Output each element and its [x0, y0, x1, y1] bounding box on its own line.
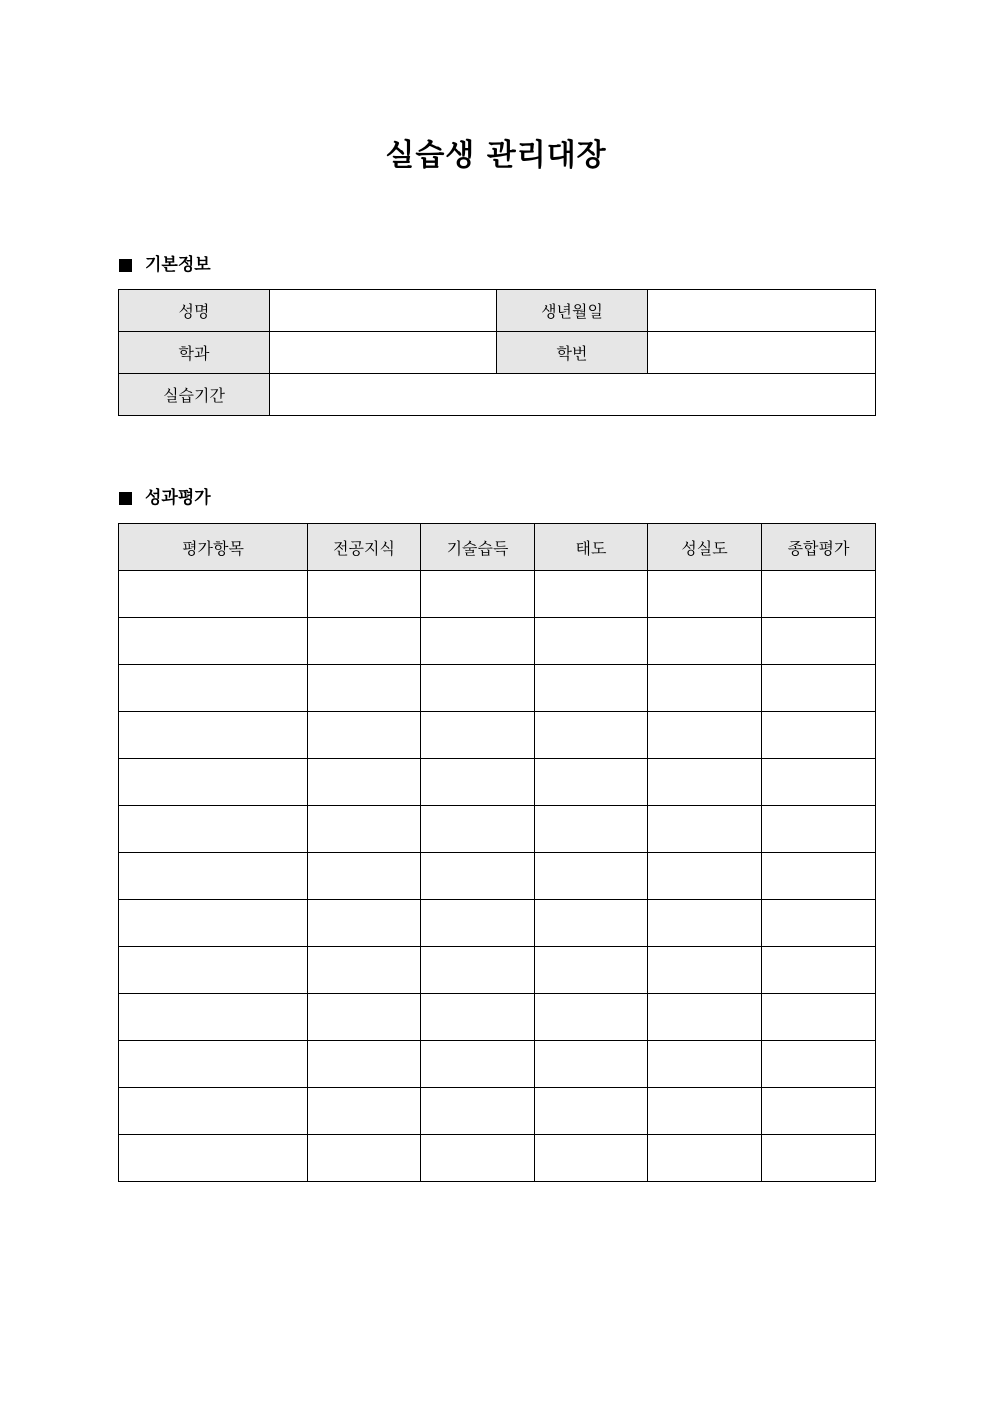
table-cell[interactable]	[308, 712, 421, 759]
table-cell[interactable]	[308, 900, 421, 947]
table-cell[interactable]	[421, 712, 535, 759]
table-cell[interactable]	[648, 1135, 762, 1182]
basic-info-heading-text: 기본정보	[145, 255, 211, 275]
table-cell[interactable]	[535, 712, 648, 759]
table-cell[interactable]	[535, 1088, 648, 1135]
document-title: 실습생 관리대장	[385, 138, 607, 173]
birthdate-label: 생년월일	[497, 290, 648, 332]
table-cell[interactable]	[308, 618, 421, 665]
table-cell[interactable]	[119, 712, 308, 759]
table-cell[interactable]	[535, 806, 648, 853]
column-header-sincerity: 성실도	[648, 524, 762, 571]
table-cell[interactable]	[119, 759, 308, 806]
table-cell[interactable]	[308, 994, 421, 1041]
table-cell[interactable]	[535, 900, 648, 947]
name-field[interactable]	[270, 290, 497, 332]
table-cell[interactable]	[421, 571, 535, 618]
table-cell[interactable]	[119, 1135, 308, 1182]
table-cell[interactable]	[308, 853, 421, 900]
evaluation-body	[119, 571, 876, 1182]
student-id-field[interactable]	[648, 332, 876, 374]
table-cell[interactable]	[119, 853, 308, 900]
table-row	[119, 806, 876, 853]
table-cell[interactable]	[648, 947, 762, 994]
table-cell[interactable]	[762, 1088, 876, 1135]
table-row	[119, 571, 876, 618]
table-row	[119, 712, 876, 759]
column-header-skill: 기술습득	[421, 524, 535, 571]
table-cell[interactable]	[308, 1088, 421, 1135]
table-cell[interactable]	[762, 900, 876, 947]
table-cell[interactable]	[421, 665, 535, 712]
table-cell[interactable]	[648, 665, 762, 712]
basic-info-table	[118, 289, 876, 416]
table-cell[interactable]	[119, 806, 308, 853]
table-cell[interactable]	[308, 1135, 421, 1182]
table-cell[interactable]	[421, 900, 535, 947]
table-cell[interactable]	[762, 712, 876, 759]
table-cell[interactable]	[421, 759, 535, 806]
table-cell[interactable]	[119, 994, 308, 1041]
name-label: 성명	[119, 290, 270, 332]
table-cell[interactable]	[119, 900, 308, 947]
table-row	[119, 947, 876, 994]
table-cell[interactable]	[762, 759, 876, 806]
table-cell[interactable]	[119, 1088, 308, 1135]
table-row	[119, 1088, 876, 1135]
basic-info-row-2	[119, 332, 876, 374]
student-id-label: 학번	[497, 332, 648, 374]
evaluation-header-row	[119, 524, 876, 571]
evaluation-table	[118, 523, 876, 1182]
table-cell[interactable]	[308, 665, 421, 712]
table-cell[interactable]	[308, 1041, 421, 1088]
table-cell[interactable]	[762, 571, 876, 618]
table-cell[interactable]	[119, 947, 308, 994]
evaluation-heading-text: 성과평가	[145, 488, 211, 508]
table-cell[interactable]	[535, 759, 648, 806]
table-row	[119, 1041, 876, 1088]
square-bullet-icon	[119, 492, 132, 505]
table-cell[interactable]	[535, 571, 648, 618]
table-cell[interactable]	[762, 994, 876, 1041]
square-bullet-icon	[119, 259, 132, 272]
table-cell[interactable]	[648, 806, 762, 853]
table-cell[interactable]	[535, 994, 648, 1041]
table-cell[interactable]	[421, 853, 535, 900]
table-cell[interactable]	[119, 618, 308, 665]
table-cell[interactable]	[648, 900, 762, 947]
table-cell[interactable]	[648, 712, 762, 759]
table-row	[119, 759, 876, 806]
table-cell[interactable]	[421, 947, 535, 994]
table-row	[119, 900, 876, 947]
basic-info-row-1	[119, 290, 876, 332]
table-cell[interactable]	[762, 1135, 876, 1182]
table-row	[119, 665, 876, 712]
table-cell[interactable]	[308, 759, 421, 806]
period-field[interactable]	[270, 374, 876, 416]
column-header-item: 평가항목	[119, 524, 308, 571]
table-cell[interactable]	[535, 1041, 648, 1088]
department-field[interactable]	[270, 332, 497, 374]
birthdate-field[interactable]	[648, 290, 876, 332]
table-cell[interactable]	[308, 947, 421, 994]
period-label: 실습기간	[119, 374, 270, 416]
table-cell[interactable]	[648, 853, 762, 900]
table-cell[interactable]	[535, 947, 648, 994]
column-header-attitude: 태도	[535, 524, 648, 571]
table-cell[interactable]	[762, 1041, 876, 1088]
column-header-overall: 종합평가	[762, 524, 876, 571]
table-cell[interactable]	[762, 806, 876, 853]
table-row	[119, 853, 876, 900]
table-cell[interactable]	[119, 571, 308, 618]
table-cell[interactable]	[421, 1135, 535, 1182]
table-cell[interactable]	[648, 571, 762, 618]
table-cell[interactable]	[535, 853, 648, 900]
table-cell[interactable]	[535, 1135, 648, 1182]
table-cell[interactable]	[762, 618, 876, 665]
table-cell[interactable]	[308, 806, 421, 853]
table-cell[interactable]	[535, 618, 648, 665]
table-row	[119, 618, 876, 665]
table-row	[119, 1135, 876, 1182]
table-cell[interactable]	[421, 806, 535, 853]
table-cell[interactable]	[648, 618, 762, 665]
table-cell[interactable]	[535, 665, 648, 712]
table-cell[interactable]	[648, 1041, 762, 1088]
table-cell[interactable]	[119, 665, 308, 712]
table-cell[interactable]	[421, 1041, 535, 1088]
table-cell[interactable]	[421, 994, 535, 1041]
table-cell[interactable]	[648, 1088, 762, 1135]
evaluation-heading	[119, 486, 211, 510]
table-cell[interactable]	[648, 759, 762, 806]
table-cell[interactable]	[762, 947, 876, 994]
column-header-knowledge: 전공지식	[308, 524, 421, 571]
table-cell[interactable]	[762, 665, 876, 712]
table-cell[interactable]	[119, 1041, 308, 1088]
table-cell[interactable]	[648, 994, 762, 1041]
table-cell[interactable]	[762, 853, 876, 900]
table-cell[interactable]	[421, 618, 535, 665]
basic-info-row-3	[119, 374, 876, 416]
table-cell[interactable]	[308, 571, 421, 618]
table-row	[119, 994, 876, 1041]
department-label: 학과	[119, 332, 270, 374]
basic-info-heading	[119, 253, 211, 277]
table-cell[interactable]	[421, 1088, 535, 1135]
